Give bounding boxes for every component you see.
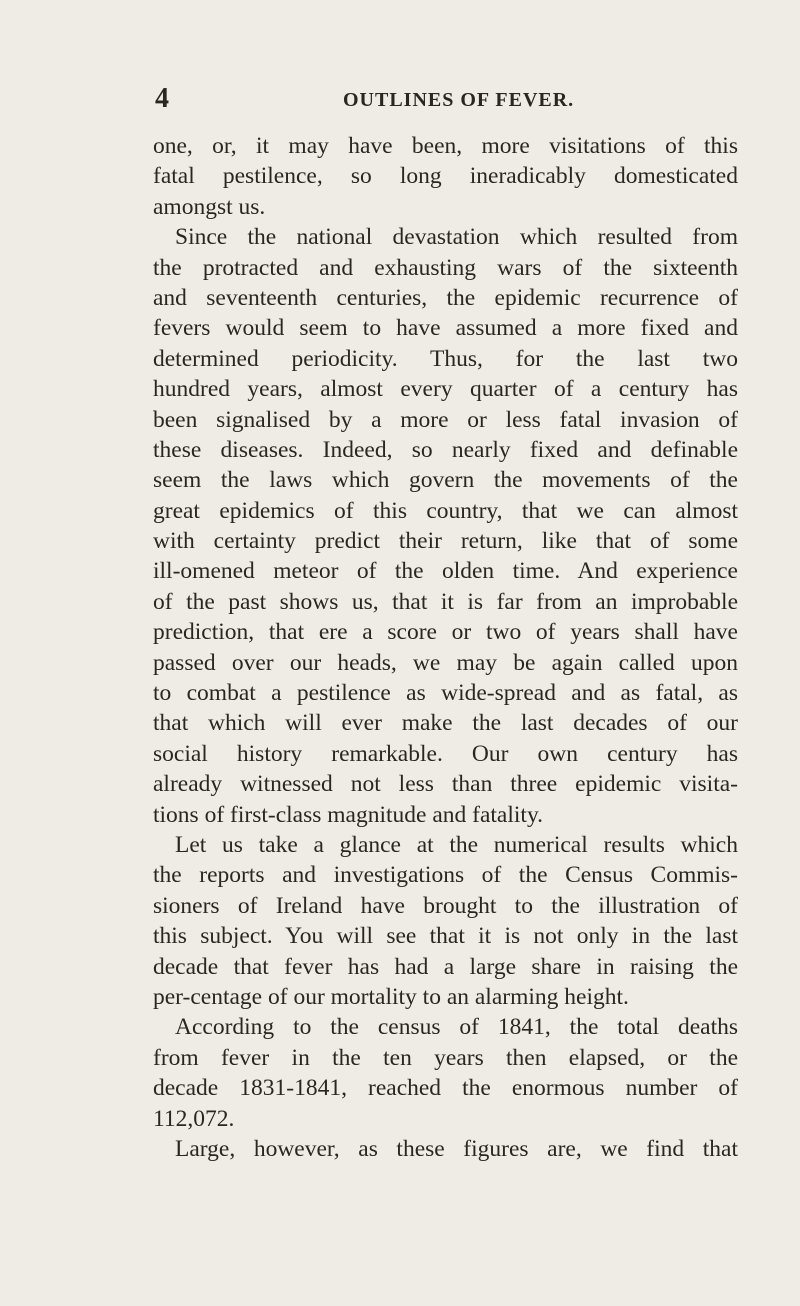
text-line: already witnessed not less than three epidemic visita- (153, 771, 738, 798)
text-line: great epidemics of this country, that we can almost (153, 497, 738, 524)
running-head (155, 82, 755, 116)
text-line: that which will ever make the last decades of our (153, 710, 738, 737)
text-line: amongst us. (153, 193, 266, 220)
text-line: Since the national devastation which resulted from (175, 224, 738, 251)
text-line: passed over our heads, we may be again called upon (153, 649, 738, 676)
text-line: Large, however, as these figures are, we find that (175, 1135, 738, 1162)
text-line: social history remarkable. Our own century has (153, 740, 738, 767)
text-line: this subject. You will see that it is not only in the last (153, 923, 738, 950)
text-line: to combat a pestilence as wide-spread and as fatal, as (153, 680, 738, 707)
text-line: decade that fever has had a large share in raising the (153, 953, 738, 980)
text-line: one, or, it may have been, more visitations of this (153, 133, 738, 159)
text-line: per-centage of our mortality to an alarming height. (153, 983, 629, 1010)
text-line: the reports and investigations of the Census Commis- (153, 862, 738, 889)
text-line: fatal pestilence, so long ineradicably domesticated (153, 163, 738, 190)
text-line: Let us take a glance at the numerical results which (175, 831, 738, 858)
text-line: the protracted and exhausting wars of the sixteenth (153, 254, 738, 281)
text-line: sioners of Ireland have brought to the illustration of (153, 892, 738, 919)
page-number: 4 (155, 83, 169, 114)
text-line: hundred years, almost every quarter of a century has (153, 376, 738, 403)
text-line: According to the census of 1841, the total deaths (175, 1014, 738, 1041)
text-line: fevers would seem to have assumed a more fixed and (153, 315, 738, 342)
text-line: of the past shows us, that it is far from an improbable (153, 588, 738, 615)
text-line: ill-omened meteor of the olden time. And experience (153, 558, 738, 585)
text-line: determined periodicity. Thus, for the last two (153, 345, 738, 372)
text-line: been signalised by a more or less fatal invasion of (153, 406, 738, 433)
text-line: with certainty predict their return, like that of some (153, 528, 738, 555)
text-line: from fever in the ten years then elapsed, or the (153, 1044, 738, 1071)
text-line: prediction, that ere a score or two of years shall have (153, 619, 738, 646)
text-line: and seventeenth centuries, the epidemic recurrence of (153, 284, 738, 311)
text-line: decade 1831-1841, reached the enormous number of (153, 1075, 738, 1102)
running-title: OUTLINES OF FEVER. (343, 89, 575, 111)
text-line: seem the laws which govern the movements of the (153, 467, 738, 494)
body-text (153, 131, 738, 1164)
text-line: tions of first-class magnitude and fatality. (153, 801, 544, 828)
text-line: 112,072. (153, 1105, 235, 1132)
text-line: these diseases. Indeed, so nearly fixed and definable (153, 436, 738, 463)
